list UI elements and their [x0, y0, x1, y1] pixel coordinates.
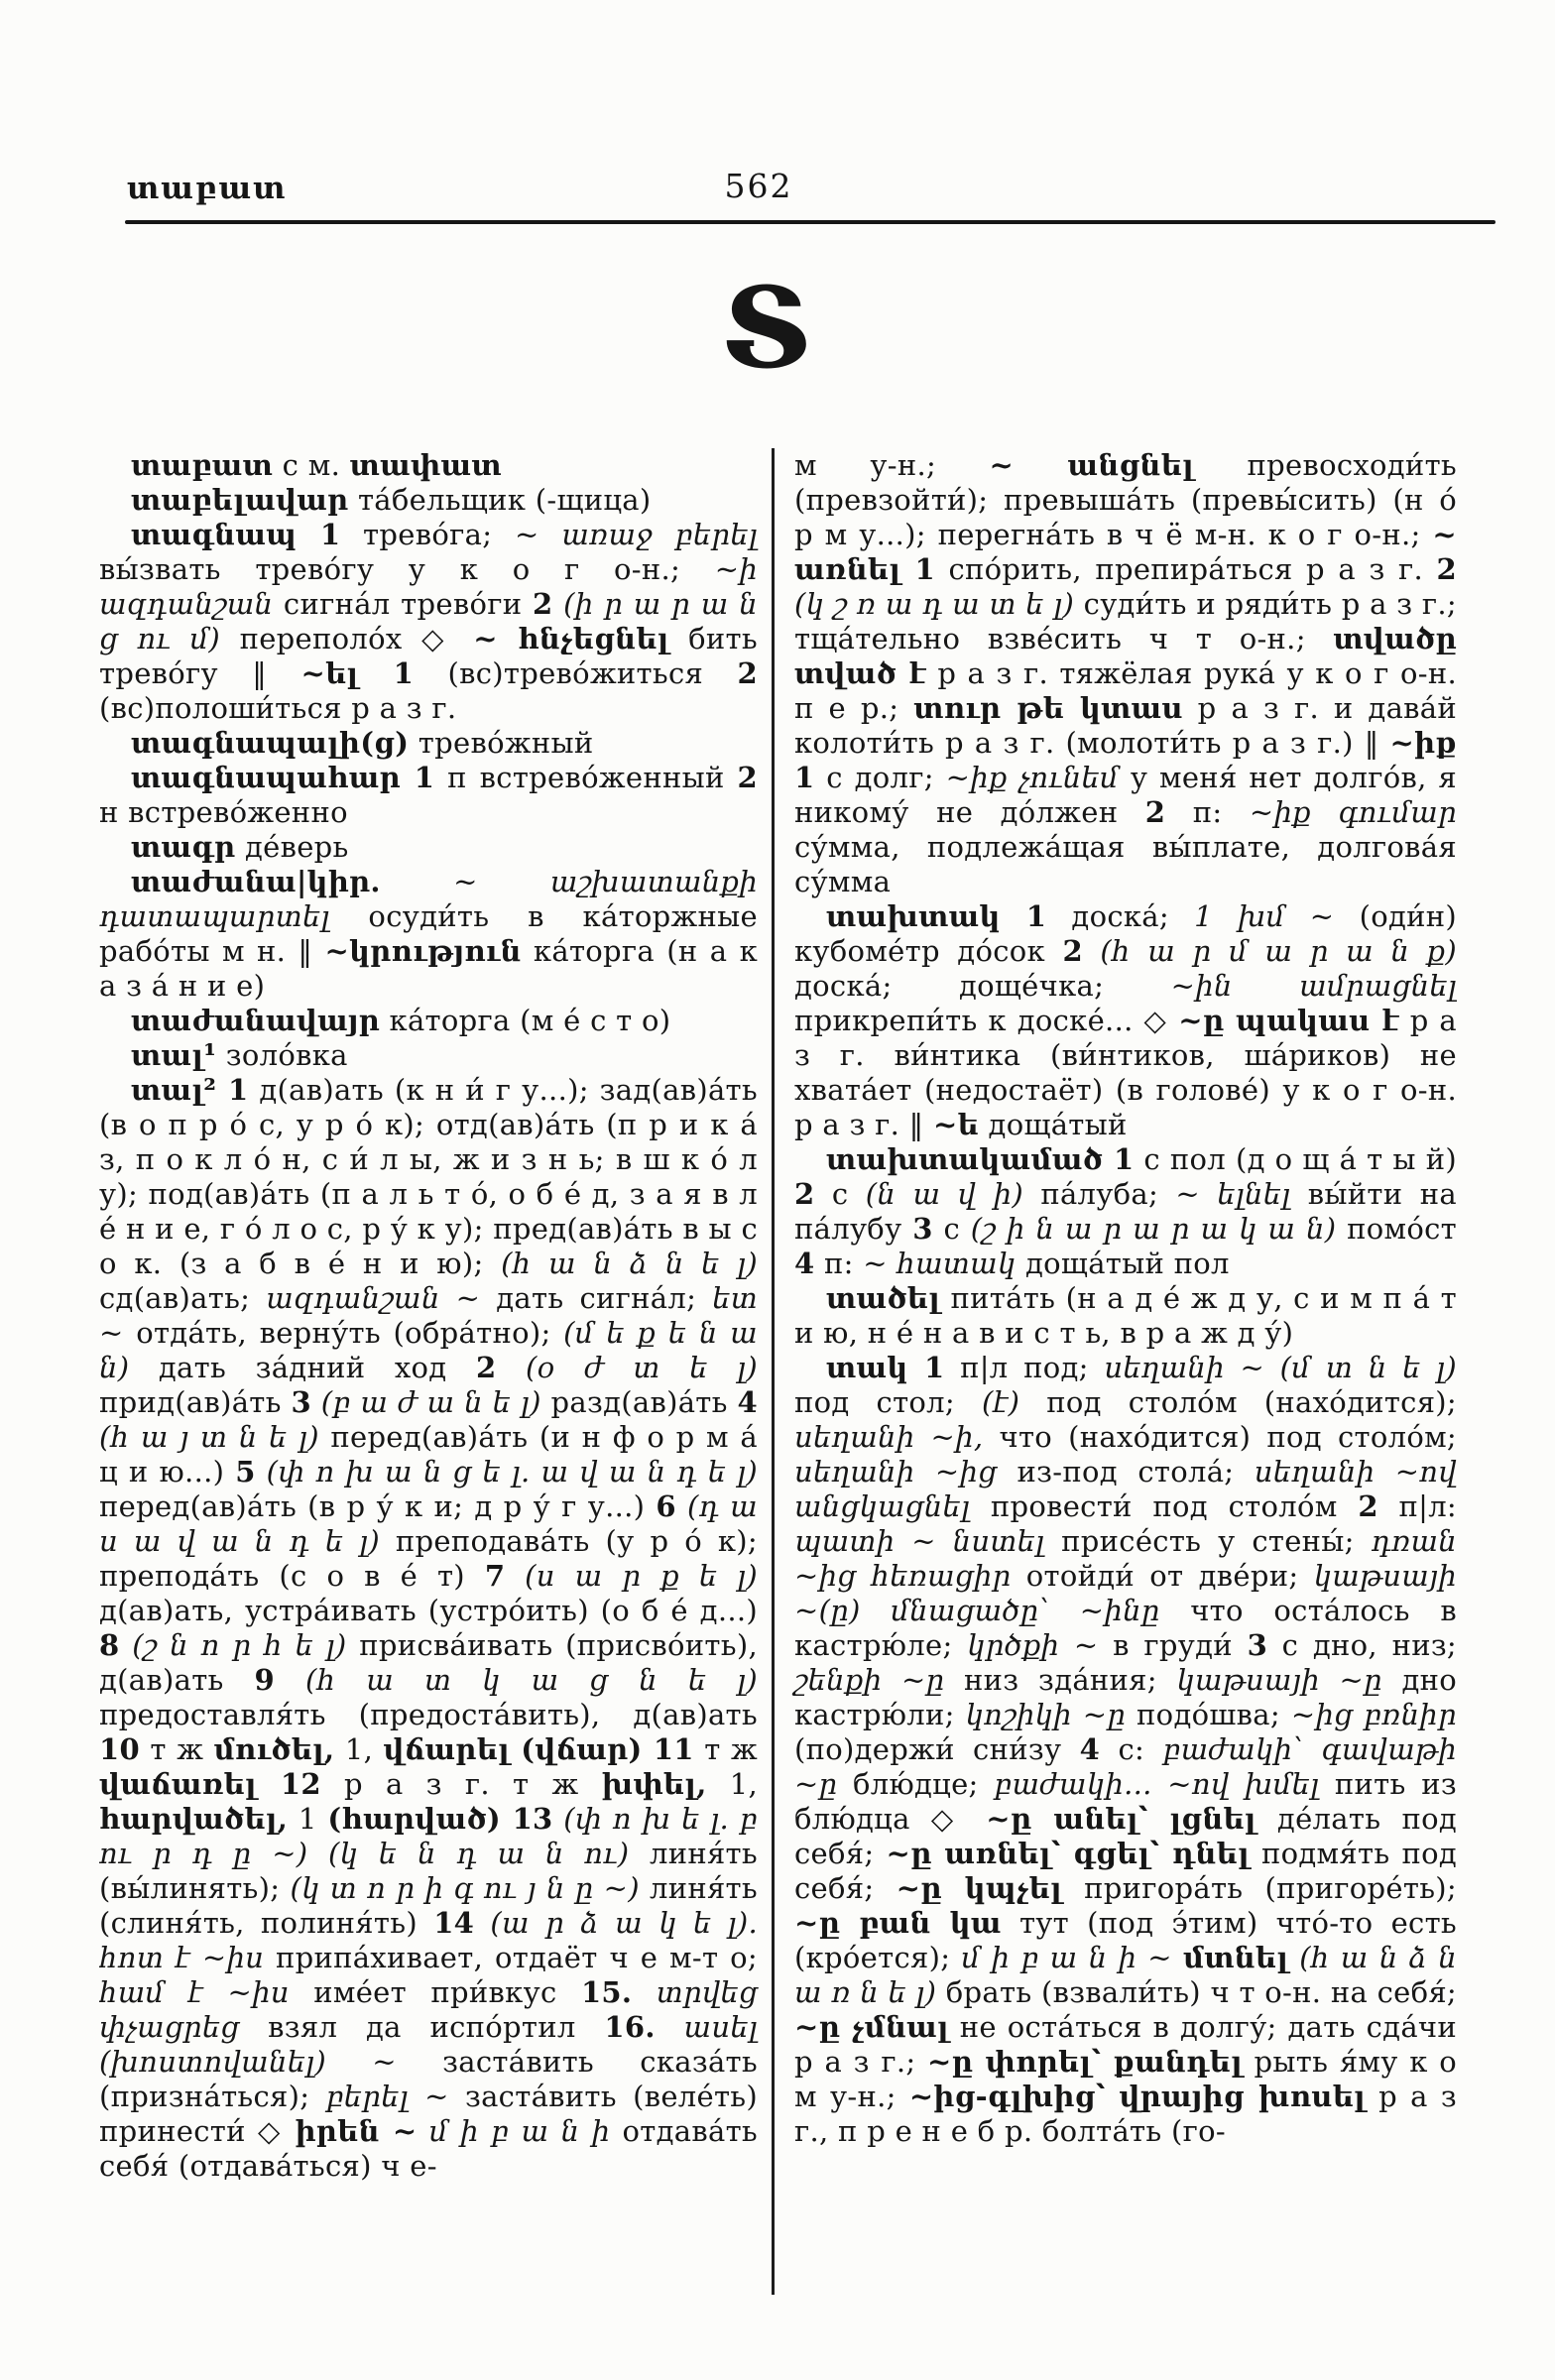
dictionary-entry: տագնապահար 1 п встрево́женный 2 н встрево́женно — [99, 761, 758, 829]
dictionary-entry: տագնապալի(ց) трево́жный — [131, 726, 594, 760]
dictionary-entry: տածել пита́ть (н а д е́ ж д у, с и м п а́ т и ю, н е́ н а в и с т ь, в р а ж д у́) — [794, 1281, 1457, 1350]
running-head: տաբատ — [127, 171, 288, 206]
dictionary-entry: տաժանավայր ка́торга (м е́ с т о) — [131, 1004, 671, 1037]
dictionary-entry: տաբելավար та́бельщик (-щица) — [131, 483, 652, 517]
page-number: 562 — [724, 167, 793, 205]
dictionary-entry: տաբատ с м. տափատ — [131, 448, 502, 482]
dictionary-entry: տախտակ 1 доска́; 1 խմ ~ (оди́н) кубоме́тр до́сок 2 (հ ա ր մ ա ր ա ն ք) доска́; доще́чка; ~ին ամրացնել прикрепи́ть к доске́... ◇ ~ը պակաս է р а з г. ви́нтика (ви́нтиков, ша́риков) не хвата́ет (недостаёт) (в голове́) у к о г о-н. р а з г. ‖ ~ե доща́тый — [794, 899, 1457, 1141]
dictionary-entry: տագնապ 1 трево́га; ~ առաջ բերել вы́звать трево́гу у к о г о-н.; ~ի ազդանշան сигна́л трево́ги 2 (ի ր ա ր ա ն ց ու մ) переполо́х ◇ ~ հնչեցնել бить трево́гу ‖ ~ել 1 (вс)трево́житься 2 (вс)полоши́ться р а з г. — [99, 518, 758, 725]
text-columns — [99, 448, 1474, 2313]
dictionary-entry: տաժանա|կիր. ~ աշխատանքի դատապարտել осуди́ть в ка́торжные рабо́ты м н. ‖ ~կրություն ка́торга (н а к а з а́ н и е) — [99, 865, 758, 1003]
dictionary-entry: տախտակամած 1 с пол (д о щ а́ т ы й) 2 с (ն ա վ ի) па́луба; ~ ելնել вы́йти на па́лубу 3 с (շ ի ն ա ր ա ր ա կ ա ն) помо́ст 4 п: ~ հատակ доща́тый пол — [794, 1142, 1457, 1280]
right-column — [775, 448, 1457, 2313]
left-column — [99, 448, 772, 2313]
section-letter: Տ — [721, 264, 811, 394]
dictionary-entry: տալ² 1 д(ав)ать (к н и́ г у...); зад(ав)а́ть (в о п р о́ с, у р о́ к); отд(ав)а́ть (п р и к а́ з, п о к л о́ н, с и́ л ы, ж и з н ь; в ш к о́ л у); под(ав)а́ть (п а л ь т о́, о б е́ д, з а я в л е́ н и е, г о́ л о с, р у́ к у); пред(ав)а́ть в ы с о к. (з а б в е́ н и ю); (հ ա ն ձ ն ե լ) сд(ав)ать; ազդանշան ~ дать сигна́л; ետ ~ отда́ть, верну́ть (обра́тно); (մ ե ք ե ն ա ն) дать за́дний ход 2 (օ ժ տ ե լ) прид(ав)а́ть 3 (բ ա ժ ա ն ե լ) разд(ав)а́ть 4 (հ ա յ տ ն ե լ) перед(ав)а́ть (и н ф о р м а́ ц и ю...) 5 (փ ո խ ա ն ց ե լ. ա վ ա ն դ ե լ) перед(ав)а́ть (в р у́ к и; д р у́ г у...) 6 (դ ա ս ա վ ա ն դ ե լ) преподава́ть (у р о́ к); препода́ть (с о в е́ т) 7 (ս ա ր ք ե լ) д(ав)ать, устра́ивать (устро́ить) (о б е́ д...) 8 (շ ն ո ր հ ե լ) присва́ивать (присво́ить), д(ав)ать 9 (հ ա տ կ ա ց ն ե լ) предоставля́ть (предоста́вить), д(ав)ать 10 т ж մուծել, 1, վճարել (վճար) 11 т ж վաճառել 12 р а з г. т ж խփել, 1, հարվածել, 1 (հարված) 13 (փ ո խ ե լ. բ ու ր դ ը ~) (կ ե ն դ ա ն ու) линя́ть (вы́линять); (կ տ ո ր ի գ ու յ ն ը ~) линя́ть (слиня́ть, полиня́ть) 14 (ա ր ձ ա կ ե լ). հոտ է ~իս припа́хивает, отдаёт ч е м-т о; համ է ~իս име́ет при́вкус 15. տրվեց փչացրեց взял да испо́ртил 16. ասել (խոստովանել) ~ заста́вить сказа́ть (призна́ться); բերել ~ заста́вить (веле́ть) принести́ ◇ իրեն ~ մ ի բ ա ն ի отдава́ть себя́ (отдава́ться) ч е- — [99, 1073, 759, 2183]
dictionary-entry: տակ 1 п|л под; սեղանի ~ (մ տ ն ե լ) под стол; (է) под столо́м (нахо́дится); սեղանի ~ի, что (нахо́дится) под столо́м; սեղանի ~ից из-под стола́; սեղանի ~ով անցկացնել провести́ под столо́м 2 п|л: պատի ~ նստել присе́сть у стены́; դռան ~ից հեռացիր отойди́ от две́ри; կաթսայի ~(ը) մնացածը՝ ~ինը что оста́лось в кастрю́ле; կրծքի ~ в груди́ 3 с дно, низ; շենքի ~ը низ зда́ния; կաթսայի ~ը дно кастрю́ли; կոշիկի ~ը подо́шва; ~ից բռնիր (по)держи́ сни́зу 4 с: բաժակի՝ գավաթի ~ը блю́дце; բաժակի... ~ով խմել пить из блю́дца ◇ ~ը անել՝ լցնել де́лать под себя́; ~ը առնել՝ գցել՝ դնել подмя́ть под себя́; ~ը կպչել пригора́ть (пригоре́ть); ~ը բան կա тут (под э́тим) что́-то есть (кро́ется); մ ի բ ա ն ի ~ մտնել (հ ա ն ձ ն ա ռ ն ե լ) брать (взвали́ть) ч т о-н. на себя́; ~ը չմնալ не оста́ться в долгу́; дать сда́чи р а з г.; ~ը փորել՝ քանդել рыть я́му к о м у-н.; ~ից-գլխից՝ վրայից խոսել р а з г., п р е н е б р. болта́ть (го- — [794, 1351, 1457, 2148]
dictionary-entry: м у-н.; ~ անցնել превосходи́ть (превзойти́); превыша́ть (превы́сить) (н о́ р м у...); перегна́ть в ч ё м-н. к о г о-н.; ~ առնել 1 спо́рить, препира́ться р а з г. 2 (կ շ ռ ա դ ա տ ե լ) суди́ть и ряди́ть р а з г.; тща́тельно взве́сить ч т о-н.; տվածը տված է р а з г. тяжёлая рука́ у к о г о-н. п е р.; տուր թե կտաս р а з г. и дава́й колоти́ть р а з г. (молоти́ть р а з г.) ‖ ~իք 1 с долг; ~իք չունեմ у меня́ нет долго́в, я никому́ не до́лжен 2 п: ~իք գումար су́мма, подлежа́щая вы́плате, долгова́я су́мма — [794, 448, 1457, 898]
dictionary-entry: տալ¹ золо́вка — [131, 1038, 348, 1072]
header-rule — [125, 220, 1495, 224]
dictionary-entry: տագր де́верь — [131, 830, 349, 864]
